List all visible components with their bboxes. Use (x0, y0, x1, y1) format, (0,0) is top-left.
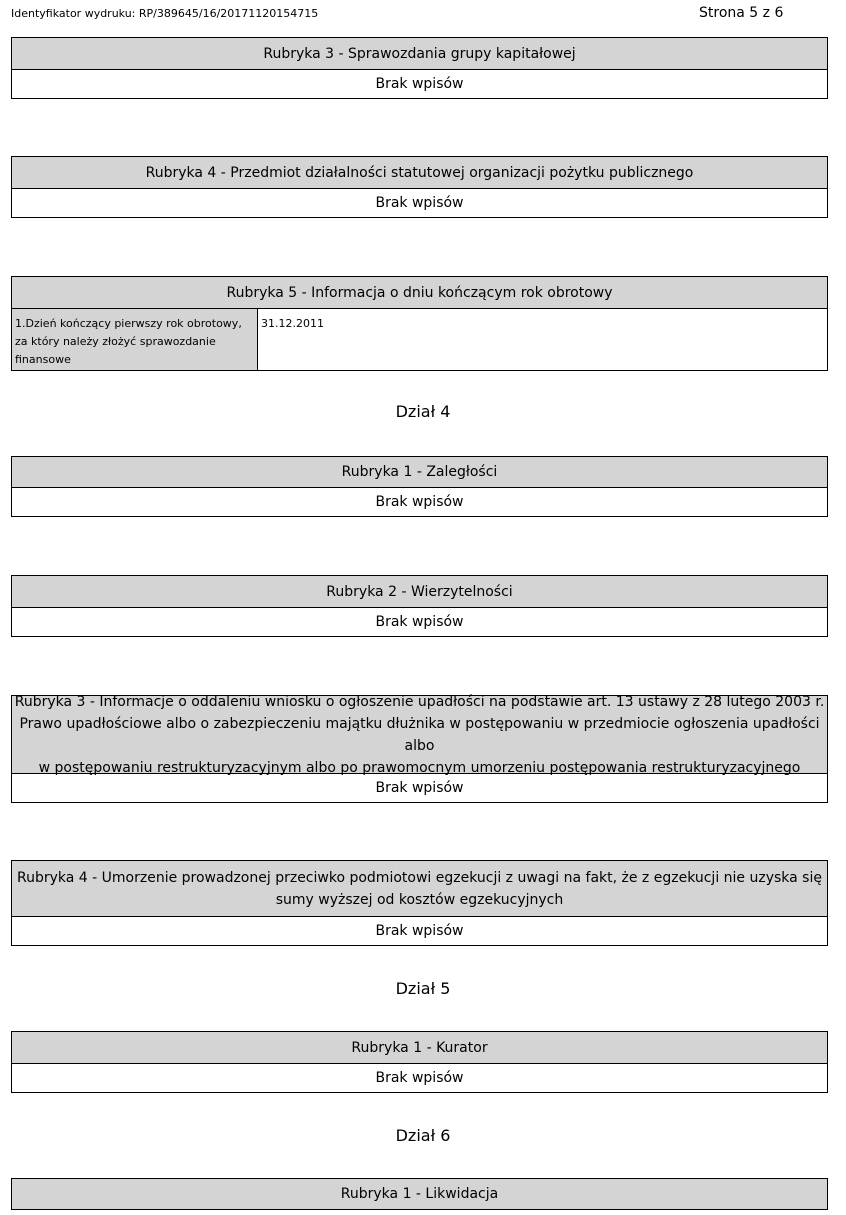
print-identifier: Identyfikator wydruku: RP/389645/16/20171120154715 (11, 7, 319, 20)
section-umorzenie-egzekucji (11, 860, 828, 946)
field-label: 1.Dzień kończący pierwszy rok obrotowy, za który należy złożyć sprawozdanie finansowe (12, 309, 258, 370)
section-sprawozdania-grupy (11, 37, 828, 99)
heading-dzial-6: Dział 6 (395, 1126, 451, 1145)
section-title: Rubryka 1 - Likwidacja (12, 1179, 827, 1209)
section-title: Rubryka 3 - Sprawozdania grupy kapitałowej (12, 38, 827, 69)
section-rok-obrotowy (11, 276, 828, 371)
section-kurator (11, 1031, 828, 1093)
section-empty-value: Brak wpisów (12, 916, 827, 945)
section-empty-value: Brak wpisów (12, 607, 827, 636)
section-title: Rubryka 4 - Umorzenie prowadzonej przeciwko podmiotowi egzekucji z uwagi na fakt, że z egzekucji nie uzyska się sumy wyższej od kosztów egzekucyjnych (12, 861, 827, 916)
section-title: Rubryka 3 - Informacje o oddaleniu wniosku o ogłoszenie upadłości na podstawie art. 13 ustawy z 28 lutego 2003 r. Prawo upadłościowe albo o zabezpieczeniu majątku dłużnika w postępowaniu w przedmiocie ogłoszenia upadłości albo w postępowaniu restrukturyzacyjnym albo po prawomocnym umorzeniu postępowania restrukturyzacyjnego (12, 696, 827, 773)
section-empty-value: Brak wpisów (12, 487, 827, 516)
section-przedmiot-dzialalnosci (11, 156, 828, 218)
section-title: Rubryka 5 - Informacja o dniu kończącym rok obrotowy (12, 277, 827, 308)
heading-dzial-4: Dział 4 (395, 402, 451, 421)
section-empty-value: Brak wpisów (12, 188, 827, 217)
heading-dzial-5: Dział 5 (395, 979, 451, 998)
page-number: Strona 5 z 6 (699, 5, 784, 21)
section-empty-value: Brak wpisów (12, 773, 827, 802)
section-oddalenie-wniosku (11, 695, 828, 803)
section-title: Rubryka 4 - Przedmiot działalności statutowej organizacji pożytku publicznego (12, 157, 827, 188)
section-title: Rubryka 2 - Wierzytelności (12, 576, 827, 607)
section-wierzytelnosci (11, 575, 828, 637)
section-empty-value: Brak wpisów (12, 69, 827, 98)
field-value: 31.12.2011 (261, 317, 324, 330)
section-title: Rubryka 1 - Kurator (12, 1032, 827, 1063)
section-likwidacja (11, 1178, 828, 1210)
section-empty-value: Brak wpisów (12, 1063, 827, 1092)
section-zaleglosci (11, 456, 828, 517)
section-title: Rubryka 1 - Zaległości (12, 457, 827, 487)
field-row (12, 308, 827, 370)
